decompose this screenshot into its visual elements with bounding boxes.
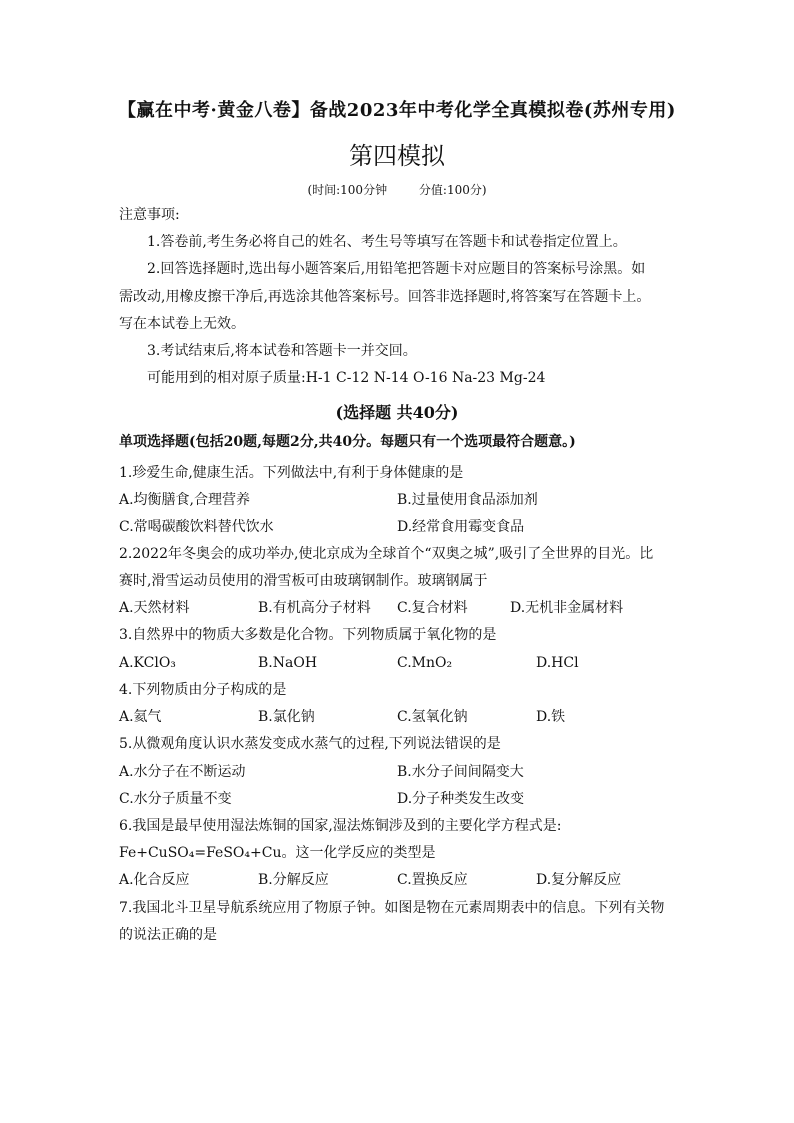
question-1-option-d: D.经常食用霉变食品 — [397, 519, 525, 535]
question-3-option-b: B.NaOH — [258, 655, 318, 671]
question-5-option-d: D.分子种类发生改变 — [397, 791, 525, 807]
question-6-stem-line-2: Fe+CuSO₄=FeSO₄+Cu。这一化学反应的类型是 — [119, 845, 436, 861]
question-7-stem-line-1: 7.我国北斗卫星导航系统应用了物原子钟。如图是物在元素周期表中的信息。下列有关物 — [119, 900, 665, 916]
question-4-option-c: C.氢氧化钠 — [397, 709, 468, 725]
question-3-option-a: A.KClO₃ — [119, 655, 176, 671]
question-3-stem: 3.自然界中的物质大多数是化合物。下列物质属于氧化物的是 — [119, 627, 497, 643]
exam-title: 【赢在中考·黄金八卷】备战2023年中考化学全真模拟卷(苏州专用) — [118, 100, 676, 121]
question-4-option-d: D.铁 — [536, 709, 566, 725]
exam-meta — [0, 181, 794, 198]
question-6-option-d: D.复分解反应 — [536, 872, 622, 888]
question-2-option-c: C.复合材料 — [397, 600, 468, 616]
question-2-stem-line-1: 2.2022年冬奥会的成功举办,使北京成为全球首个“双奥之城”,吸引了全世界的目光。比 — [119, 546, 654, 562]
note-3: 3.考试结束后,将本试卷和答题卡一并交回。 — [147, 343, 417, 359]
question-5-option-c: C.水分子质量不变 — [119, 791, 232, 807]
atomic-masses: 可能用到的相对原子质量:H-1 C-12 N-14 O-16 Na-23 Mg-24 — [147, 370, 546, 386]
question-2-option-d: D.无机非金属材料 — [510, 600, 624, 616]
question-1-option-a: A.均衡膳食,合理营养 — [119, 492, 251, 508]
question-6-option-b: B.分解反应 — [258, 872, 329, 888]
question-5-stem: 5.从微观角度认识水蒸发变成水蒸气的过程,下列说法错误的是 — [119, 736, 501, 752]
question-2-option-b: B.有机高分子材料 — [258, 600, 371, 616]
question-5-option-a: A.水分子在不断运动 — [119, 764, 246, 780]
question-1-option-c: C.常喝碳酸饮料替代饮水 — [119, 519, 274, 535]
exam-score: 分值:100分) — [418, 183, 487, 197]
question-3-option-d: D.HCl — [536, 655, 579, 671]
question-2-option-a: A.天然材料 — [119, 600, 190, 616]
exam-subtitle: 第四模拟 — [349, 142, 445, 170]
note-2-line-1: 2.回答选择题时,选出每小题答案后,用铅笔把答题卡对应题目的答案标号涂黑。如 — [147, 261, 646, 277]
section-title: (选择题 共40分) — [335, 403, 459, 422]
note-1: 1.答卷前,考生务必将自己的姓名、考生号等填写在答题卡和试卷指定位置上。 — [147, 234, 627, 250]
question-1-option-b: B.过量使用食品添加剂 — [397, 492, 538, 508]
question-1-stem: 1.珍爱生命,健康生活。下列做法中,有利于身体健康的是 — [119, 465, 464, 481]
question-6-option-c: C.置换反应 — [397, 872, 468, 888]
section-instruction: 单项选择题(包括20题,每题2分,共40分。每题只有一个选项最符合题意。) — [119, 434, 576, 450]
question-6-option-a: A.化合反应 — [119, 872, 190, 888]
notes-label: 注意事项: — [119, 207, 180, 223]
question-4-option-a: A.氦气 — [119, 709, 162, 725]
question-3-option-c: C.MnO₂ — [397, 655, 453, 671]
question-4-option-b: B.氯化钠 — [258, 709, 315, 725]
note-2-line-2: 需改动,用橡皮擦干净后,再选涂其他答案标号。回答非选择题时,将答案写在答题卡上。 — [119, 289, 651, 305]
question-7-stem-line-2: 的说法正确的是 — [119, 927, 217, 943]
note-2-line-3: 写在本试卷上无效。 — [119, 316, 245, 332]
question-4-stem: 4.下列物质由分子构成的是 — [119, 682, 287, 698]
exam-time: (时间:100分钟 — [307, 183, 388, 197]
question-2-stem-line-2: 赛时,滑雪运动员使用的滑雪板可由玻璃钢制作。玻璃钢属于 — [119, 573, 488, 589]
question-6-stem-line-1: 6.我国是最早使用湿法炼铜的国家,湿法炼铜涉及到的主要化学方程式是: — [119, 818, 562, 834]
question-5-option-b: B.水分子间间隔变大 — [397, 764, 524, 780]
